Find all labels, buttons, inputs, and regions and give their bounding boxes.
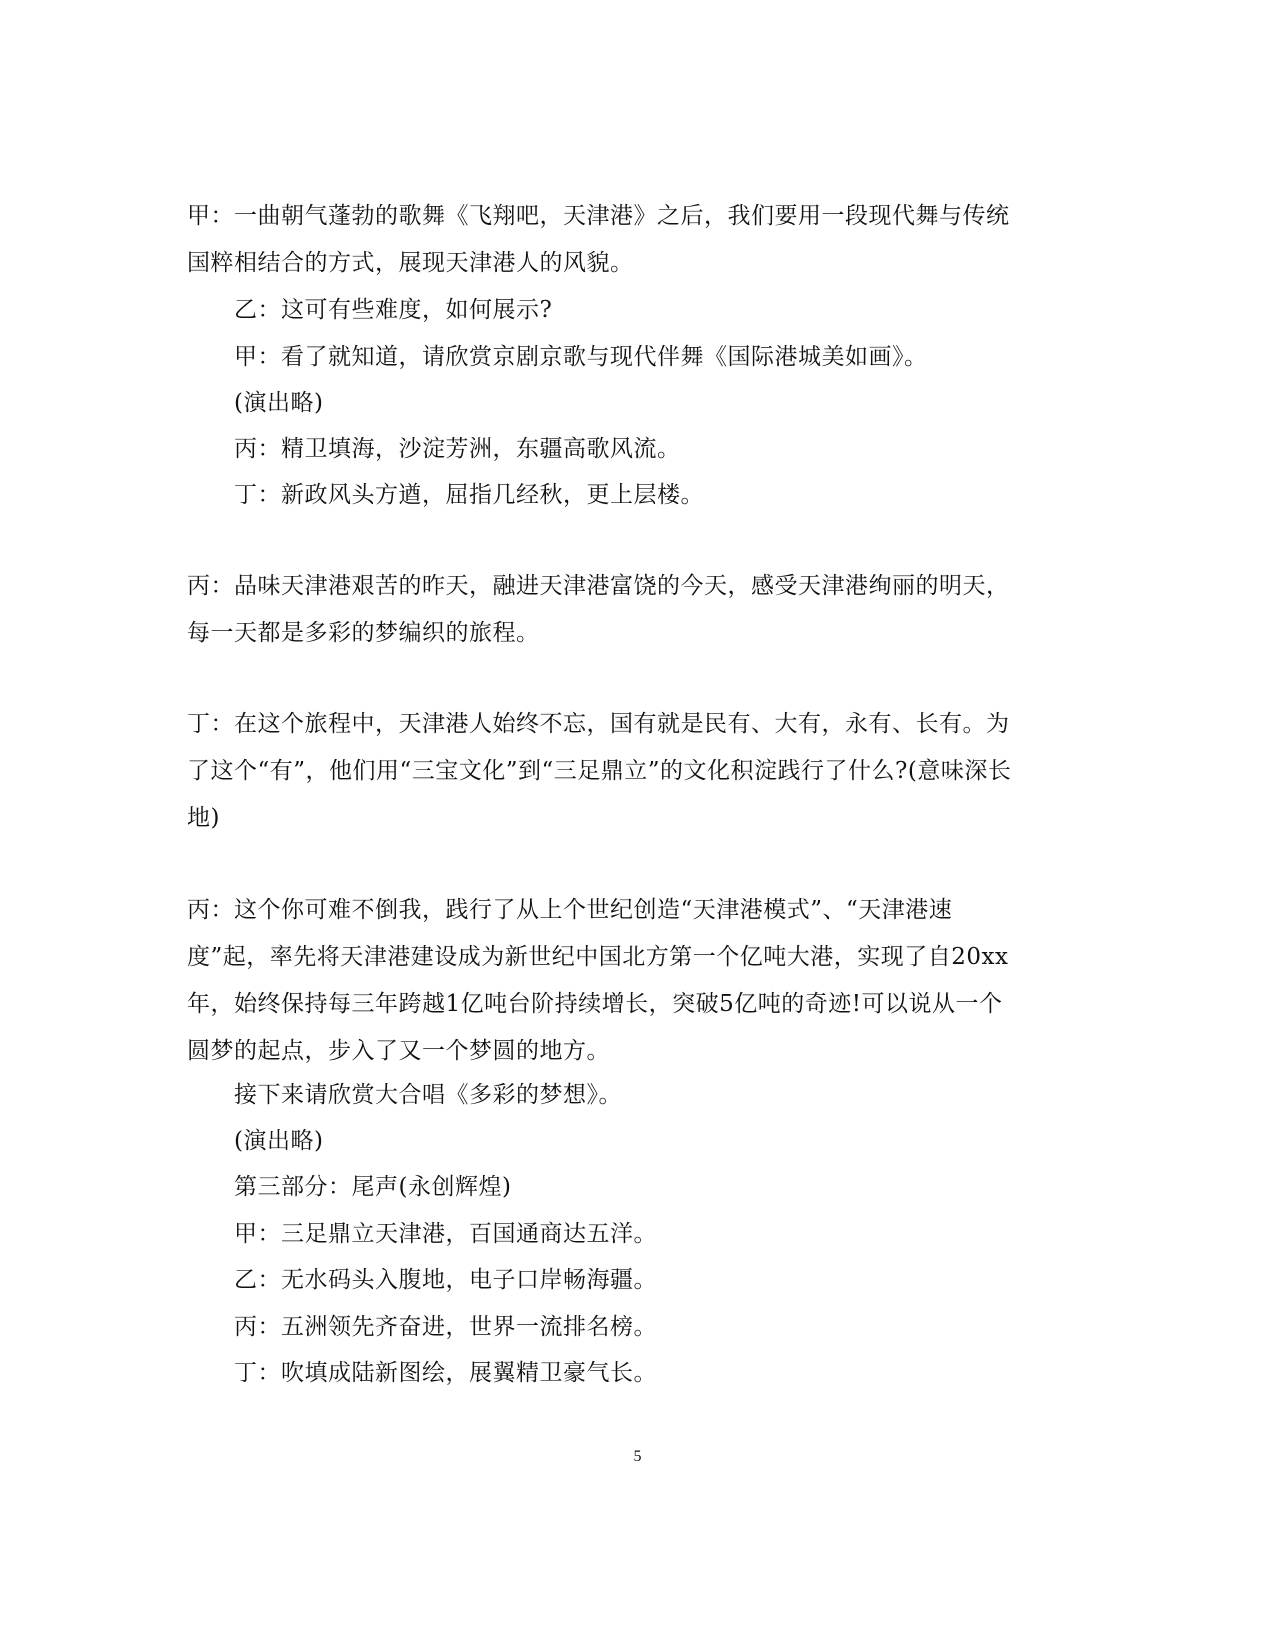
paragraph-13: 甲：三足鼎立天津港，百国通商达五洋。 — [234, 1221, 657, 1247]
paragraph-1: 甲：一曲朝气蓬勃的歌舞《飞翔吧，天津港》之后，我们要用一段现代舞与传统国粹相结合的方式，展现天津港人的风貌。 — [187, 203, 1010, 276]
page-number: 5 — [633, 1448, 642, 1465]
paragraph-9: 丙：这个你可难不倒我，践行了从上个世纪创造“天津港模式”、“天津港速度”起，率先将天津港建设成为新世纪中国北方第一个亿吨大港，实现了自20xx年，始终保持每三年跨越1亿吨台阶持续增长，突破5亿吨的奇迹!可以说从一个圆梦的起点，步入了又一个梦圆的地方。 — [187, 897, 1009, 1064]
paragraph-6: 丁：新政风头方遒，屈指几经秋，更上层楼。 — [234, 482, 704, 508]
paragraph-16: 丁：吹填成陆新图绘，展翼精卫豪气长。 — [234, 1360, 657, 1386]
paragraph-5: 丙：精卫填海，沙淀芳洲，东疆高歌风流。 — [234, 436, 681, 462]
paragraph-4: (演出略) — [234, 390, 324, 416]
paragraph-11: (演出略) — [234, 1128, 324, 1154]
section-heading: 第三部分：尾声(永创辉煌) — [234, 1174, 512, 1200]
paragraph-2: 乙：这可有些难度，如何展示? — [234, 297, 553, 323]
paragraph-15: 丙：五洲领先齐奋进，世界一流排名榜。 — [234, 1314, 657, 1340]
paragraph-3: 甲：看了就知道，请欣赏京剧京歌与现代伴舞《国际港城美如画》。 — [234, 344, 928, 370]
paragraph-8: 丁：在这个旅程中，天津港人始终不忘，国有就是民有、大有，永有、长有。为了这个“有”，他们用“三宝文化”到“三足鼎立”的文化积淀践行了什么?(意味深长地) — [187, 711, 1012, 831]
paragraph-14: 乙：无水码头入腹地，电子口岸畅海疆。 — [234, 1267, 657, 1293]
paragraph-7: 丙：品味天津港艰苦的昨天，融进天津港富饶的今天，感受天津港绚丽的明天，每一天都是多彩的梦编织的旅程。 — [187, 573, 1010, 646]
paragraph-10: 接下来请欣赏大合唱《多彩的梦想》。 — [234, 1082, 622, 1108]
